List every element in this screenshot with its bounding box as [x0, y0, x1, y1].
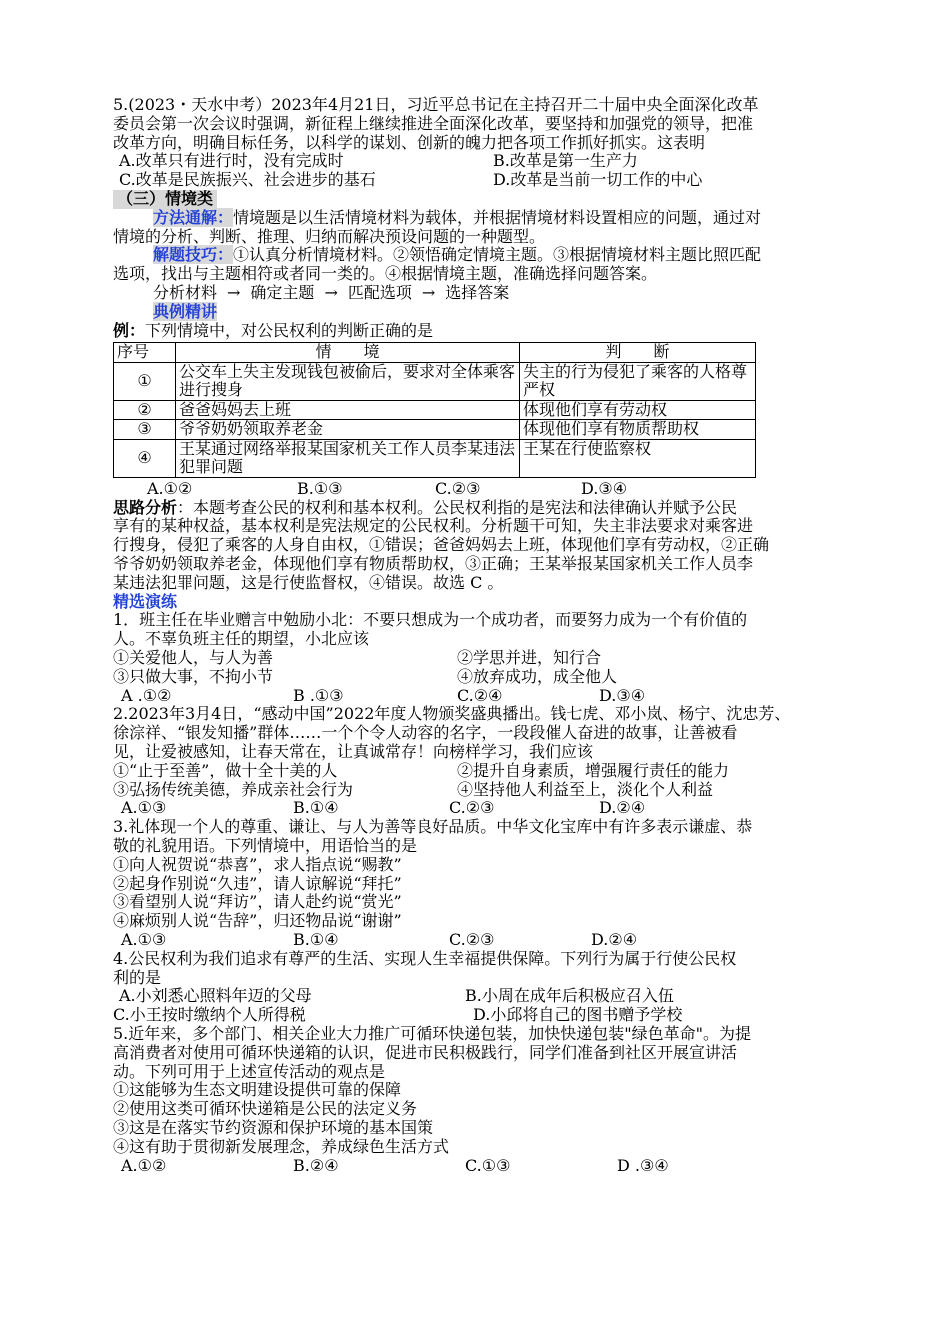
option-c: C.②③ — [435, 478, 481, 498]
option-b: B.改革是第一生产力 — [493, 151, 638, 171]
row-situation: 爷爷奶奶领取养老金 — [176, 420, 520, 440]
question-line: 5.(2023・天水中考）2023年4月21日，习近平总书记在主持召开二十届中央全面深化改革 — [113, 95, 759, 114]
table-row — [114, 400, 756, 420]
question-line: 人。不辜负班主任的期望，小北应该 — [113, 629, 370, 649]
choice-item: ②使用这类可循环快递箱是公民的法定义务 — [113, 1099, 418, 1119]
analysis-label: 思路分析 — [113, 497, 178, 517]
option-d: D.③④ — [599, 685, 646, 705]
arrow-icon: → — [421, 282, 436, 302]
option-a: A.①② — [121, 1155, 167, 1175]
analysis-text: 爷爷奶奶领取养老金，体现他们享有物质帮助权，③正确；王某举报某国家机关工作人员李 — [113, 554, 754, 574]
option-d: D.②④ — [599, 798, 646, 818]
option-b: B.①④ — [293, 929, 339, 949]
question-line: 动。下列可用于上述宣传活动的观点是 — [113, 1061, 386, 1081]
method-text: 情境题是以生活情境材料为载体，并根据情境材料设置相应的问题，通过对 — [233, 207, 762, 227]
choice-item: ①向人祝贺说“恭喜”，求人指点说“赐教” — [113, 854, 402, 874]
choice-item: ①关爱他人，与人为善 — [113, 648, 274, 668]
choice-item: ①这能够为生态文明建设提供可靠的保障 — [113, 1080, 402, 1100]
table-row — [114, 420, 756, 440]
choice-item: ①“止于至善”，做十全十美的人 — [113, 760, 338, 780]
row-number: ③ — [114, 420, 176, 440]
question-line: 2.2023年3月4日，“感动中国”2022年度人物颁奖盛典播出。钱七虎、邓小岚、杨宁、沈忠芳、 — [113, 704, 791, 724]
option-b: B.①④ — [293, 798, 339, 818]
row-number: ④ — [114, 439, 176, 477]
table-header: 序号 — [114, 343, 176, 363]
practice-heading: 精选演练 — [113, 591, 178, 611]
table-row — [114, 439, 756, 477]
option-a: A.①② — [147, 478, 193, 498]
question-line: 4.公民权利为我们追求有尊严的生活、实现人生幸福提供保障。下列行为属于行使公民权 — [113, 948, 737, 968]
choice-item: ④这有助于贯彻新发展理念，养成绿色生活方式 — [113, 1136, 450, 1156]
question-line: 见，让爱被感知，让春天常在，让真诚常存！向榜样学习，我们应该 — [113, 742, 594, 762]
example-heading: 典例精讲 — [153, 301, 218, 321]
question-5-top — [113, 96, 839, 190]
question-line: 徐淙祥、“银发知播”群体……一个个令人动容的名字，一段段催人奋进的故事，让善被看 — [113, 723, 738, 743]
flow-step: 选择答案 — [445, 282, 510, 302]
arrow-icon: → — [227, 282, 241, 302]
analysis-text: 行搜身，侵犯了乘客的人身自由权，①错误；爸爸妈妈去上班，体现他们享有劳动权，②正确 — [113, 535, 770, 555]
option-b: B.②④ — [293, 1155, 339, 1175]
option-d: D .③④ — [617, 1155, 669, 1175]
option-c: C.改革是民族振兴、社会进步的基石 — [119, 170, 376, 190]
row-judgement: 体现他们享有劳动权 — [520, 400, 756, 420]
question-line: 敬的礼貌用语。下列情境中，用语恰当的是 — [113, 836, 418, 855]
option-c: C.②③ — [449, 929, 495, 949]
tips-label: 解题技巧： — [153, 245, 234, 265]
tips-text: ①认真分析情境材料。②领悟确定情境主题。③根据情境材料主题比照匹配 — [233, 245, 762, 265]
row-judgement: 失主的行为侵犯了乘客的人格尊严权 — [520, 362, 756, 400]
choice-item: ④放弃成功，成全他人 — [457, 666, 618, 686]
flow-step: 分析材料 — [153, 282, 218, 302]
option-b: B .①③ — [293, 685, 344, 705]
method-text: 情境的分析、判断、推理、归纳而解决预设问题的一种题型。 — [113, 226, 546, 246]
option-a: A.小刘悉心照料年迈的父母 — [119, 986, 312, 1006]
row-number: ① — [114, 362, 176, 400]
option-d: D.②④ — [591, 929, 638, 949]
option-a: A.①③ — [121, 798, 167, 818]
row-situation: 公交车上失主发现钱包被偷后，要求对全体乘客进行搜身 — [176, 362, 520, 400]
question-line: 高消费者对使用可循环快递箱的认识，促进市民积极践行，同学们准备到社区开展宣讲活 — [113, 1042, 738, 1062]
question-line: 利的是 — [113, 967, 162, 987]
row-situation: 王某通过网络举报某国家机关工作人员李某违法犯罪问题 — [176, 439, 520, 477]
question-line: 改革方向，明确目标任务，以科学的谋划、创新的魄力把各项工作抓好抓实。这表明 — [113, 132, 706, 152]
table-header-row — [114, 343, 756, 363]
choice-item: ③弘扬传统美德，养成亲社会行为 — [113, 779, 354, 799]
choice-item: ③只做大事，不拘小节 — [113, 666, 274, 686]
option-d: D.改革是当前一切工作的中心 — [493, 170, 703, 190]
option-a: A .①② — [121, 685, 172, 705]
option-d: D.小邱将自己的图书赠予学校 — [473, 1005, 683, 1025]
arrow-icon: → — [324, 282, 338, 302]
question-line: 1．班主任在毕业赠言中勉励小北：不要只想成为一个成功者，而要努力成为一个有价值的 — [113, 610, 748, 630]
example-label: 例： — [113, 320, 146, 340]
option-c: C.②③ — [449, 798, 495, 818]
option-b: B.小周在成年后积极应召入伍 — [465, 986, 674, 1006]
example-question: 下列情境中，对公民权利的判断正确的是 — [145, 320, 434, 340]
analysis-text: 享有的某种权益，基本权利是宪法规定的公民权利。分析题干可知，失主非法要求对乘客进 — [113, 516, 754, 536]
choice-item: ②起身作别说“久违”，请人谅解说“拜托” — [113, 873, 402, 893]
choice-item: ③这是在落实节约资源和保护环境的基本国策 — [113, 1117, 434, 1137]
option-c: C.①③ — [465, 1155, 511, 1175]
option-c: C.②④ — [457, 685, 503, 705]
option-b: B.①③ — [297, 478, 343, 498]
flow-step: 确定主题 — [250, 282, 315, 302]
solution-flow — [113, 284, 839, 303]
question-line: 3.礼体现一个人的尊重、谦让、与人为善等良好品质。中华文化宝库中有许多表示谦虚、恭 — [113, 817, 753, 837]
choice-item: ④坚持他人利益至上，淡化个人利益 — [457, 779, 714, 799]
tips-text: 选项，找出与主题相符或者同一类的。④根据情境主题，准确选择问题答案。 — [113, 264, 658, 284]
choice-item: ④麻烦别人说“告辞”，归还物品说“谢谢” — [113, 911, 402, 931]
question-line: 委员会第一次会议时强调，新征程上继续推进全面深化改革，要坚持和加强党的领导，把准 — [113, 113, 754, 133]
choice-item: ②提升自身素质，增强履行责任的能力 — [457, 760, 730, 780]
row-number: ② — [114, 400, 176, 420]
table-row — [114, 362, 756, 400]
analysis-text: 某违法犯罪问题，这是行使监督权，④错误。故选 C 。 — [113, 572, 504, 592]
method-label: 方法通解： — [153, 207, 234, 227]
row-judgement: 体现他们享有物质帮助权 — [520, 420, 756, 440]
option-a: A.①③ — [121, 929, 167, 949]
row-situation: 爸爸妈妈去上班 — [176, 400, 520, 420]
question-line: 5.近年来，多个部门、相关企业大力推广可循环快递包装，加快快递包装"绿色革命"。为提 — [113, 1023, 751, 1043]
choice-item: ②学思并进，知行合 — [457, 648, 602, 668]
option-d: D.③④ — [581, 478, 628, 498]
table-header: 判 断 — [520, 343, 756, 363]
choice-item: ③看望别人说“拜访”，请人赴约说“赏光” — [113, 892, 402, 912]
document-page — [113, 96, 839, 1175]
row-judgement: 王某在行使监察权 — [520, 439, 756, 477]
table-header: 情 境 — [176, 343, 520, 363]
flow-step: 匹配选项 — [347, 282, 412, 302]
situation-table — [113, 342, 756, 478]
analysis-text: ：本题考查公民的权利和基本权利。公民权利指的是宪法和法律确认并赋予公民 — [177, 497, 738, 517]
section-title: （三）情境类 — [113, 190, 217, 209]
option-c: C.小王按时缴纳个人所得税 — [113, 1005, 306, 1025]
option-a: A.改革只有进行时，没有完成时 — [119, 151, 344, 171]
